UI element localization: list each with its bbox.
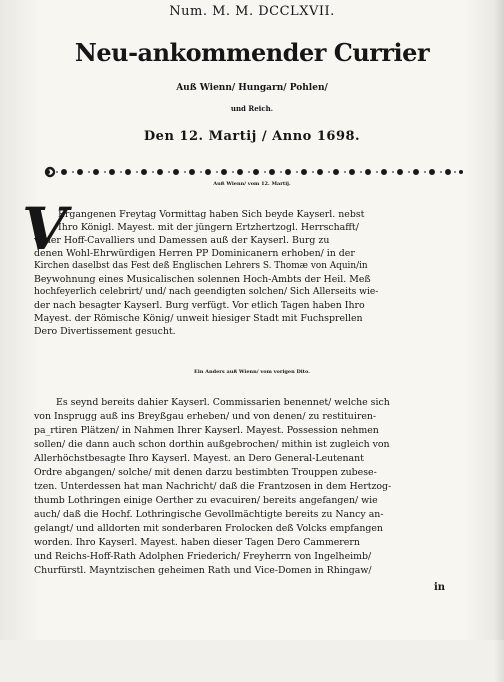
article-line: thumb Lothringen einige Oerther zu evacuiren/ bereits angefangen/ wie (34, 495, 378, 506)
catchword: in (434, 582, 446, 593)
article-line: Ergangenen Freytag Vormittag haben Sich beyde Kayserl. nebst (58, 209, 365, 220)
article-line: vieler Hoff-Cavalliers und Damessen auß der Kayserl. Burg zu (34, 235, 330, 246)
ornamental-divider (42, 164, 467, 180)
issue-date: Den 12. Martij / Anno 1698. (143, 129, 361, 144)
issue-number: Num. M. M. DCCLXVII. (169, 4, 335, 19)
article-line: Churfürstl. Mayntzischen geheimen Rath und Vice-Domen in Rhingaw/ (34, 565, 372, 576)
article-line: Mayest. der Römische König/ unweit hiesiger Stadt mit Fuchsprellen (34, 313, 363, 324)
page-bottom-margin (0, 640, 504, 682)
article-line: Beywohnung eines Musicalischen solennen Hoch-Ambts der Heil. Meß (34, 274, 371, 285)
section-heading-another: Ein Anders auß Wienn/ vom vorigen Dito. (194, 369, 310, 375)
section-heading-vienna: Auß Wienn/ vom 12. Martij. (213, 181, 291, 187)
article-line: auch/ daß die Hochf. Lothringische Gevollmächtigte bereits zu Nancy an- (34, 509, 384, 520)
article-line: Ordre abgangen/ solche/ mit denen darzu bestimbten Trouppen zubese- (34, 467, 377, 478)
article-line: denen Wohl-Ehrwürdigen Herren PP Dominicanern erhoben/ in der (34, 248, 355, 259)
subtitle-line-2: und Reich. (230, 104, 274, 113)
article-line: von Insprugg auß ins Breyßgau erheben/ und von denen/ zu restituiren- (34, 411, 377, 422)
article-line: Dero Divertissement gesucht. (34, 326, 176, 337)
article-line: der nach besagter Kayserl. Burg verfügt. Vor etlich Tagen haben Ihro (34, 300, 365, 311)
article-line: tzen. Unterdessen hat man Nachricht/ daß die Frantzosen in dem Hertzog- (34, 481, 392, 492)
subtitle-line-1: Auß Wienn/ Hungarn/ Pohlen/ (176, 83, 328, 93)
drop-capital: V (22, 195, 68, 263)
newspaper-title: Neu-ankommender Currier (74, 38, 430, 67)
article-line: hochfeyerlich celebrirt/ und/ nach geendigten solchen/ Sich Allerseits wie- (34, 287, 379, 297)
article-line: pa_rtiren Plätzen/ in Nahmen Ihrer Kayserl. Mayest. Possession nehmen (34, 425, 379, 436)
article-line: und Reichs-Hoff-Rath Adolphen Friederich/ Freyherrn von Ingelheimb/ (34, 551, 372, 562)
article-line: Es seynd bereits dahier Kayserl. Commissarien benennet/ welche sich (56, 397, 390, 408)
page-edge-shadow (494, 0, 504, 682)
article-line: Kirchen daselbst das Fest deß Englischen Lehrers S. Thomæ von Aquin/in (34, 261, 368, 271)
article-line: Ihro Königl. Mayest. mit der jüngern Ertzhertzogl. Herrschafft/ (58, 222, 359, 233)
article-line: Allerhöchstbesagte Ihro Kayserl. Mayest. an Dero General-Leutenant (34, 453, 364, 464)
article-line: sollen/ die dann auch schon dorthin außgebrochen/ mithin ist zugleich von (34, 439, 390, 450)
article-line: gelangt/ und alldorten mit sonderbaren Frolocken deß Volcks empfangen (34, 523, 383, 534)
article-line: worden. Ihro Kayserl. Mayest. haben dieser Tagen Dero Cammerern (34, 537, 360, 548)
